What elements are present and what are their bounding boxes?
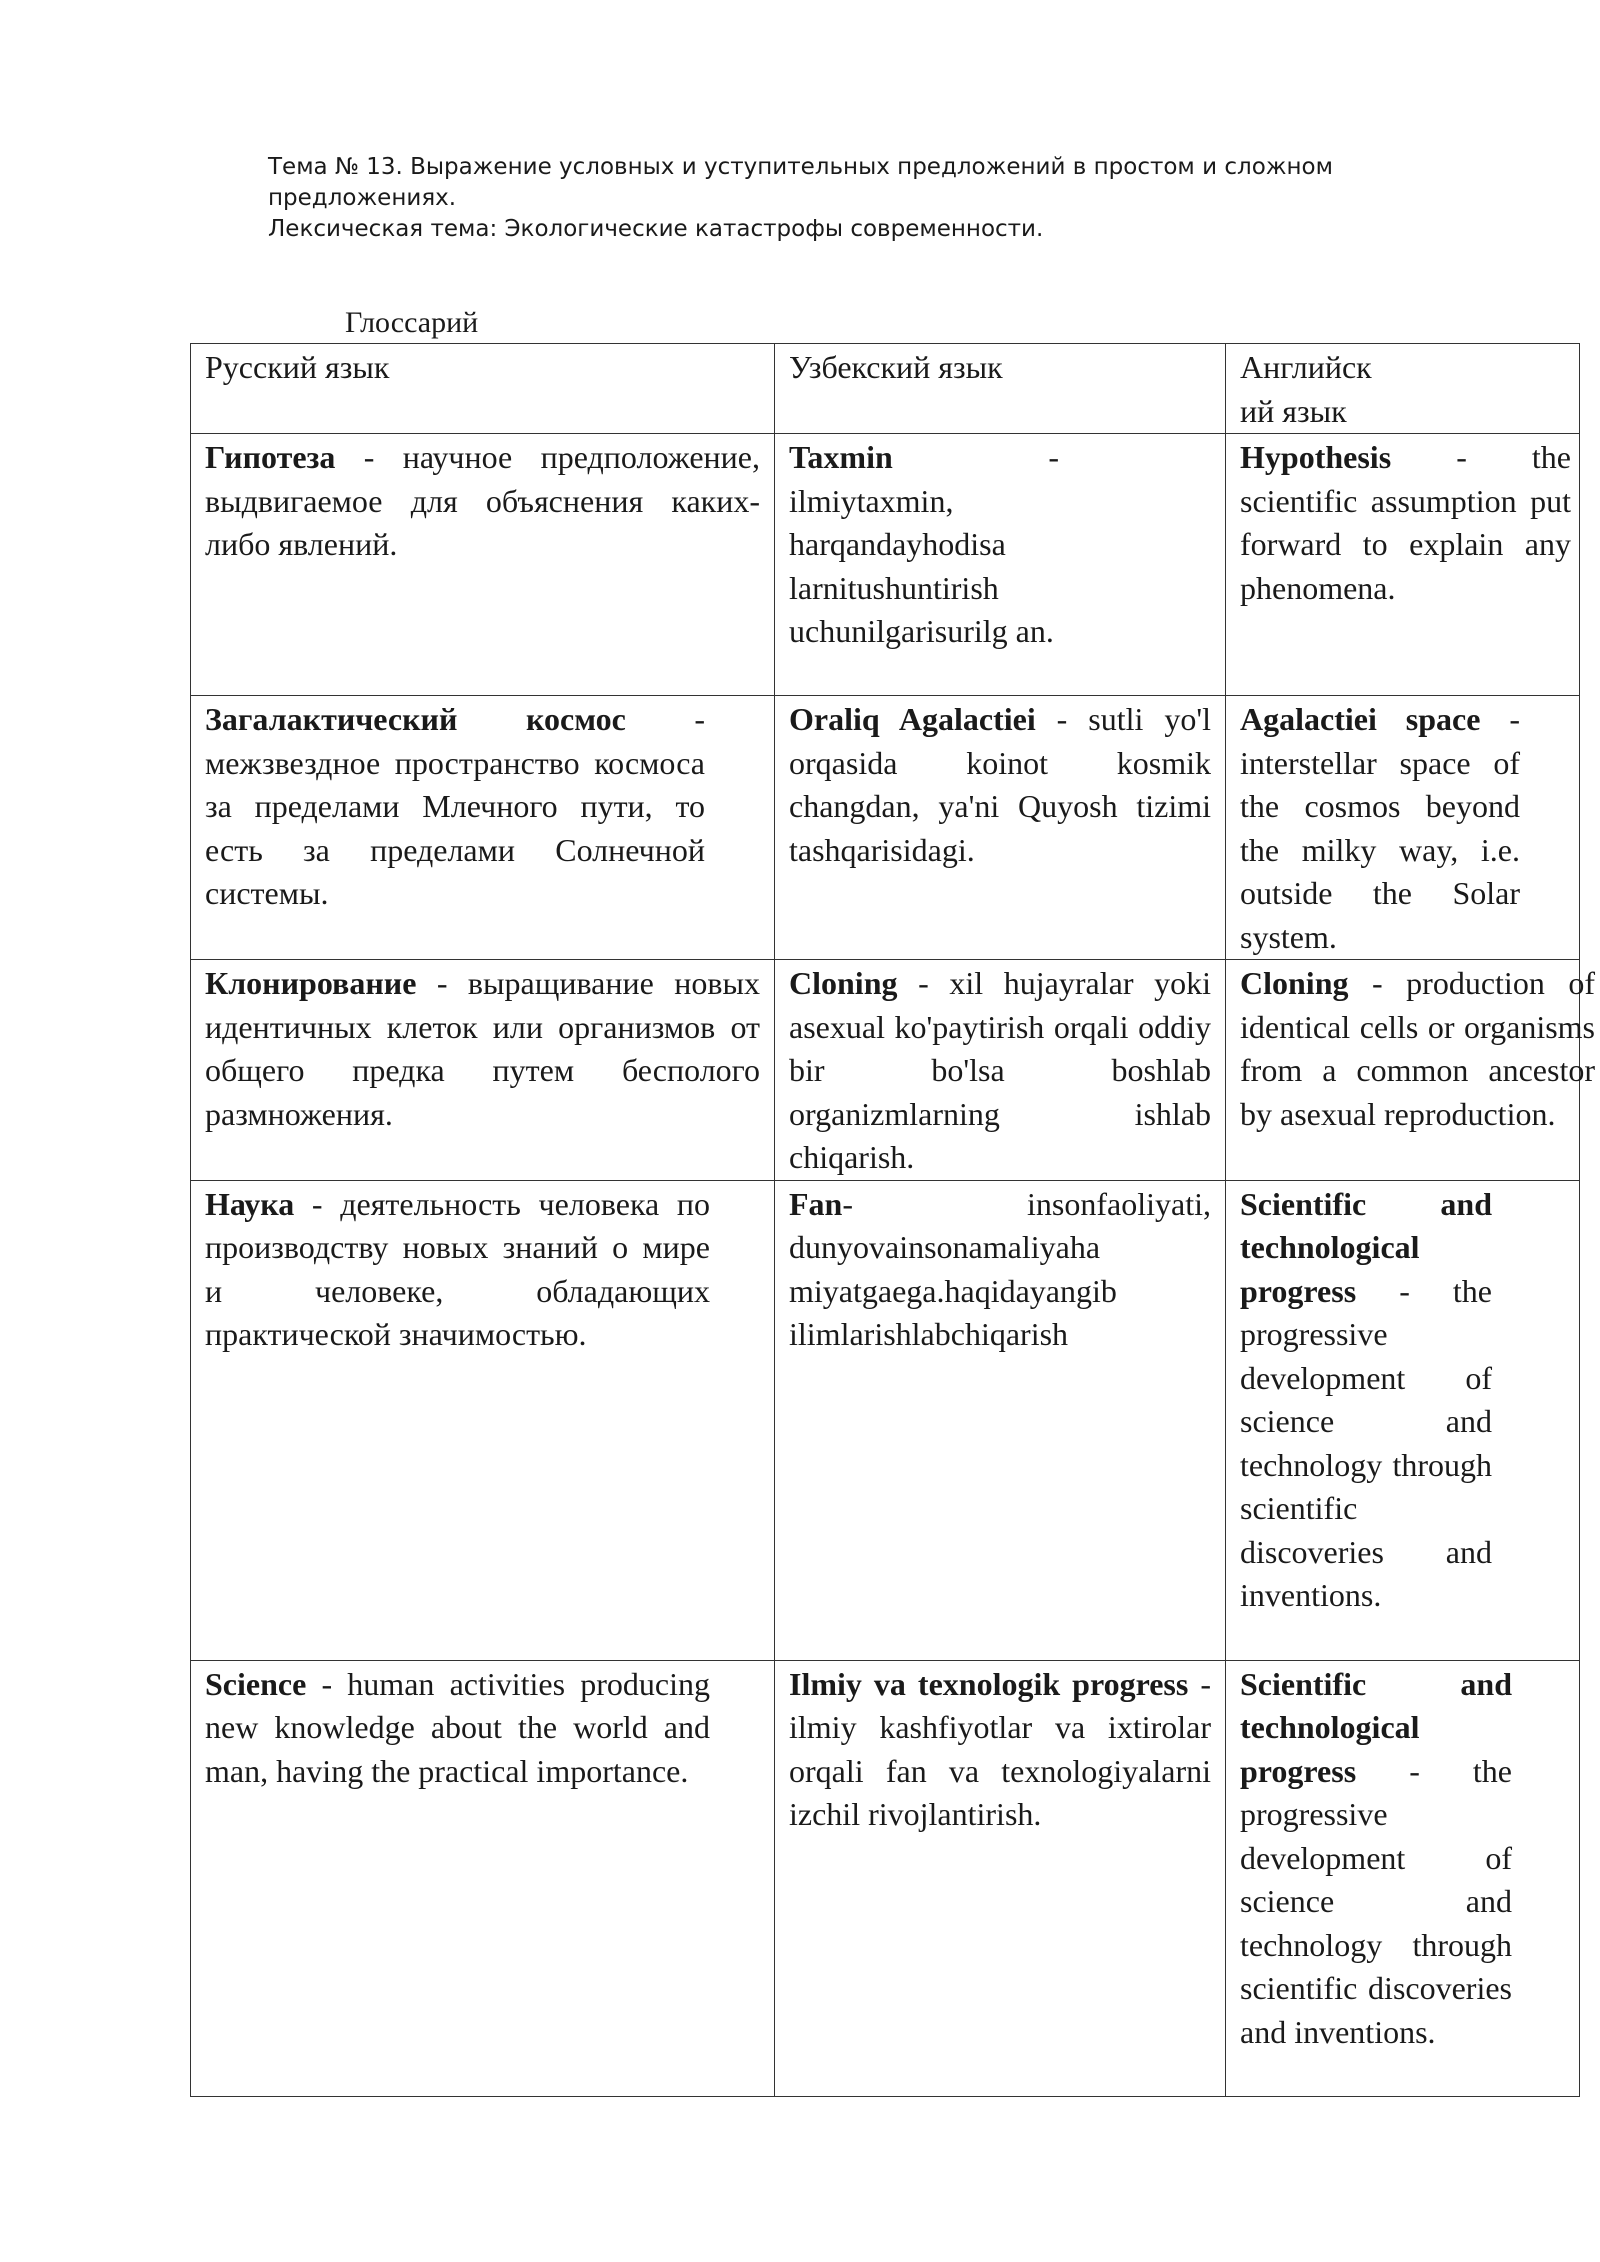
glossary-table <box>190 343 1595 2097</box>
term: Oraliq Agalactiei <box>789 701 1036 737</box>
definition: - xil hujayralar yoki asexual ko'paytirish orqali oddiy bir bo'lsa boshlab organizmlarning ishlab chiqarish. <box>789 965 1211 1175</box>
term: Scientific and technological progress <box>1240 1665 1512 1789</box>
english-cell <box>1226 434 1580 696</box>
table-row <box>191 434 1580 696</box>
definition: - деятельность человека по производству новых знаний о мире и человеке, обладающих практической значимостью. <box>205 1185 710 1352</box>
definition: - the progressive development of science and technology through scientific discoveries and inventions. <box>1240 1752 1512 2050</box>
term: Agalactiei space <box>1240 701 1481 737</box>
russian-cell <box>191 1180 775 1660</box>
definition: - sutli yo'l orqasida koinot kosmik changdan, ya'ni Quyosh tizimi tashqarisidagi. <box>789 701 1211 868</box>
term: Fan <box>789 1185 843 1222</box>
table-row <box>191 960 1580 1181</box>
column-header-russian: Русский язык <box>191 344 775 434</box>
russian-cell <box>191 434 775 696</box>
definition: - interstellar space of the cosmos beyond the milky way, i.e. outside the Solar system. <box>1240 701 1520 955</box>
definition: - межзвездное пространство космоса за пределами Млечного пути, то есть за пределами Солнечной системы. <box>205 701 706 911</box>
uzbek-cell <box>775 1180 1226 1660</box>
term: Taxmin <box>789 439 893 475</box>
definition: - insonfaoliyati, dunyovainsonamaliyaha miyatgaega.haqidayangib ilimlarishlabchiqarish <box>789 1185 1211 1352</box>
table-row <box>191 1180 1580 1660</box>
term: Гипотеза <box>205 439 336 475</box>
term: Cloning <box>789 965 898 1001</box>
term: Клонирование <box>205 965 417 1001</box>
english-cell <box>1226 960 1595 1181</box>
column-header-english: Английск ий язык <box>1226 344 1580 434</box>
glossary-title: Глоссарий <box>345 306 479 339</box>
definition: - production of identical cells or organisms from a common ancestor by asexual reproduction. <box>1240 965 1595 1132</box>
uzbek-cell <box>775 960 1226 1181</box>
definition: - ilmiy kashfiyotlar va ixtirolar orqali fan va texnologiyalarni izchil rivojlantirish. <box>789 1665 1211 1832</box>
definition: - выращивание новых идентичных клеток или организмов от общего предка путем бесполого размножения. <box>205 965 760 1132</box>
term: Scientific and technological progress <box>1240 1185 1492 1309</box>
table-header-row <box>191 344 1580 434</box>
term: Science <box>205 1665 307 1702</box>
term: Hypothesis <box>1240 439 1392 475</box>
lexical-topic: Лексическая тема: Экологические катастрофы современности. <box>268 216 1044 242</box>
term: Наука <box>205 1185 295 1222</box>
english-cell <box>1226 1660 1580 2096</box>
uzbek-cell <box>775 1660 1226 2096</box>
term: Загалактический космос <box>205 701 626 737</box>
russian-cell <box>191 960 775 1181</box>
definition: - the scientific assumption put forward to explain any phenomena. <box>1240 439 1571 606</box>
topic-line-1: Тема № 13. Выражение условных и уступительных предложений в простом и сложном <box>268 154 1333 180</box>
table-row <box>191 696 1580 960</box>
english-cell <box>1226 696 1580 960</box>
definition: - the progressive development of science and technology through scientific discoveries and inventions. <box>1240 1272 1492 1613</box>
english-cell <box>1226 1180 1580 1660</box>
document-header <box>268 152 1408 245</box>
table-row <box>191 1660 1580 2096</box>
column-header-uzbek: Узбекский язык <box>775 344 1226 434</box>
definition: - ilmiytaxmin, harqandayhodisa larnitushuntirish uchunilgarisurilg an. <box>789 439 1059 649</box>
term: Cloning <box>1240 965 1349 1001</box>
term: Ilmiy va texnologik progress <box>789 1665 1189 1702</box>
definition: - human activities producing new knowledge about the world and man, having the practical importance. <box>205 1665 710 1789</box>
definition: - научное предположение, выдвигаемое для объяснения каких-либо явлений. <box>205 439 760 562</box>
uzbek-cell <box>775 696 1226 960</box>
russian-cell <box>191 696 775 960</box>
topic-line-2: предложениях. <box>268 185 457 211</box>
uzbek-cell <box>775 434 1226 696</box>
russian-cell <box>191 1660 775 2096</box>
